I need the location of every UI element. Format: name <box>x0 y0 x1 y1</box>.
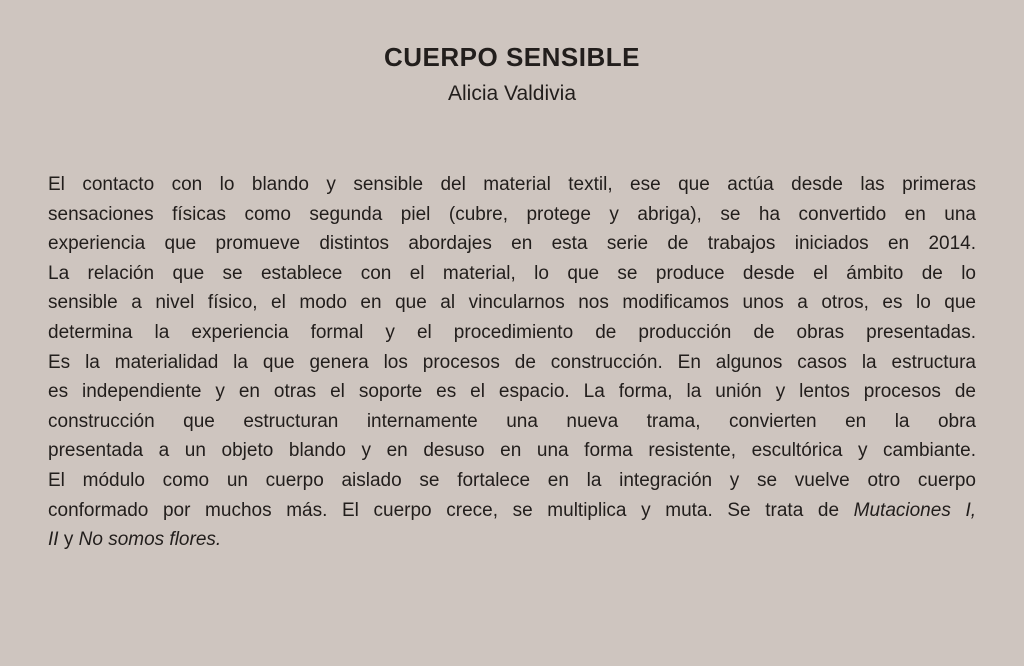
body-line <box>48 436 976 466</box>
body-line <box>48 259 976 289</box>
body-line <box>48 525 976 555</box>
body-line <box>48 229 976 259</box>
text-segment: experiencia que promueve distintos abordajes en esta serie de trabajos iniciados en 2014. <box>48 233 976 255</box>
body-line <box>48 200 976 230</box>
text-segment: y <box>58 529 79 551</box>
document-header <box>0 0 1024 106</box>
italic-text-segment: No somos flores. <box>78 529 222 551</box>
text-segment: conformado por muchos más. El cuerpo crece, se multiplica y muta. Se trata de <box>48 499 854 521</box>
body-line <box>48 288 976 318</box>
body-line <box>48 466 976 496</box>
italic-text-segment: II <box>48 529 59 551</box>
text-segment: sensaciones físicas como segunda piel (cubre, protege y abriga), se ha convertido en una <box>48 203 976 225</box>
text-segment: El módulo como un cuerpo aislado se fortalece en la integración y se vuelve otro cuerpo <box>48 469 976 491</box>
body-line <box>48 496 976 526</box>
body-line <box>48 407 976 437</box>
body-line <box>48 377 976 407</box>
body-line <box>48 318 976 348</box>
body-line <box>48 170 976 200</box>
text-segment: El contacto con lo blando y sensible del material textil, ese que actúa desde las primeras <box>48 174 976 195</box>
text-segment: La relación que se establece con el material, lo que se produce desde el ámbito de lo <box>48 262 976 284</box>
italic-text-segment: Mutaciones I, <box>853 499 977 521</box>
text-segment: construcción que estructuran internamente una nueva trama, convierten en la obra <box>48 410 976 432</box>
text-segment: Es la materialidad la que genera los procesos de construcción. En algunos casos la estructura <box>48 351 976 373</box>
text-segment: sensible a nivel físico, el modo en que al vincularnos nos modificamos unos a otros, es lo que <box>48 292 976 314</box>
text-segment: presentada a un objeto blando y en desuso en una forma resistente, escultórica y cambiante. <box>48 440 976 462</box>
body-text <box>48 170 976 555</box>
text-segment: determina la experiencia formal y el procedimiento de producción de obras presentadas. <box>48 321 976 343</box>
body-line <box>48 348 976 378</box>
author-name: Alicia Valdivia <box>448 82 576 105</box>
text-segment: es independiente y en otras el soporte es el espacio. La forma, la unión y lentos procesos de <box>48 381 976 403</box>
page-title: CUERPO SENSIBLE <box>384 42 640 72</box>
